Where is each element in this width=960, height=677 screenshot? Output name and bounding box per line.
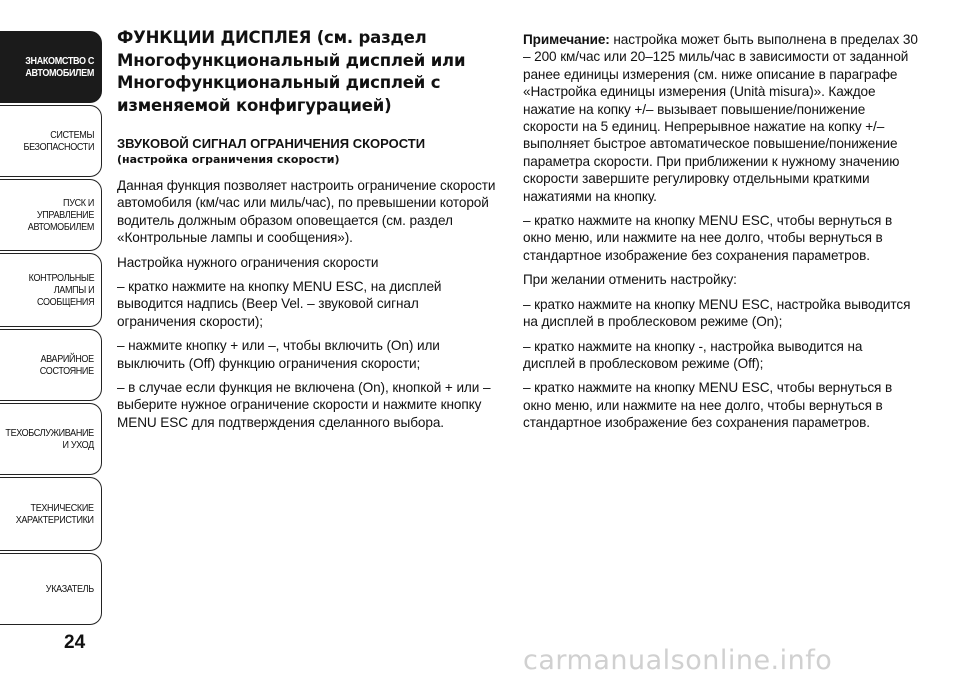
paragraph: – в случае если функция не включена (On), кнопкой + или – выберите нужное ограничение скорости и нажмите кнопку MENU ESC для подтверждения сделанного выбора. [117, 380, 491, 430]
tab-label: УКАЗАТЕЛЬ [46, 583, 94, 595]
tab-label: АВАРИЙНОЕ СОСТОЯНИЕ [40, 353, 94, 377]
tab-label: ПУСК И УПРАВЛЕНИЕ АВТОМОБИЛЕМ [27, 197, 95, 233]
tab-warning-lights[interactable] [0, 253, 102, 327]
right-body [523, 31, 918, 439]
paragraph: При желании отменить настройку: [523, 272, 737, 288]
note-paragraph [523, 31, 918, 205]
section-subheading: (настройка ограничения скорости) [117, 153, 340, 166]
watermark: carmanualsonline.info [523, 645, 833, 676]
tab-label: ЗНАКОМСТВО С АВТОМОБИЛЕМ [25, 55, 95, 79]
paragraph: – кратко нажмите на кнопку MENU ESC, на дисплей выводится надпись (Beep Vel. – звуковой сигнал ограничения скорости); [117, 279, 442, 329]
paragraph: – кратко нажмите на кнопку -, настройка выводится на дисплей в проблесковом режиме (Off); [523, 338, 863, 371]
note-label: Примечание: [523, 32, 610, 47]
paragraph: – нажмите кнопку + или –, чтобы включить (On) или выключить (Off) функцию ограничения скорости; [117, 338, 440, 371]
left-body [117, 177, 497, 438]
section-heading: ЗВУКОВОЙ СИГНАЛ ОГРАНИЧЕНИЯ СКОРОСТИ [117, 136, 426, 151]
tab-starting-driving[interactable] [0, 179, 102, 251]
tab-safety[interactable] [0, 105, 102, 177]
chapter-sidebar [0, 0, 104, 677]
paragraph: – кратко нажмите на кнопку MENU ESC, настройка выводится на дисплей в проблесковом режиме (On); [523, 296, 911, 330]
tab-label: СИСТЕМЫ БЕЗОПАСНОСТИ [23, 129, 94, 153]
paragraph: Данная функция позволяет настроить ограничение скорости автомобиля (км/час или миль/час), по превышении которой водитель должным образом оповещается (см. раздел «Контрольные лампы и сообщения»). [117, 178, 496, 246]
page-title: ФУНКЦИИ ДИСПЛЕЯ (см. раздел Многофункциональный дисплей или Многофункциональный дисплей с изменяемой конфигурацией) [117, 28, 466, 115]
tab-emergency[interactable] [0, 329, 102, 401]
tab-maintenance[interactable] [0, 403, 102, 475]
paragraph: – кратко нажмите на кнопку MENU ESC, чтобы вернуться в окно меню, или нажмите на нее долго, чтобы вернуться в стандартное изображение без сохранения параметров. [523, 380, 893, 431]
note-text: настройка может быть выполнена в пределах 30 – 200 км/час или 20–125 миль/час в зависимости от заданной ранее единицы измерения (см. ниже описание в параграфе «Настройка единицы измерения (Unità misura)». Каждое нажатие на копку +/– вызывает повышение/понижение скорости на 5 единиц. Непрерывное нажатие на копку +/– выполняет быстрое автоматическое повышение/понижение параметра скорости. При приближении к нужному значению скорости завершите регулировку отдельными краткими нажатиями на кнопку. [523, 32, 918, 204]
tab-intro[interactable] [0, 31, 102, 103]
paragraph: Настройка нужного ограничения скорости [117, 254, 379, 270]
tab-label: ТЕХОБСЛУЖИВАНИЕ И УХОД [5, 427, 94, 451]
page-number: 24 [64, 632, 86, 653]
tab-label: КОНТРОЛЬНЫЕ ЛАМПЫ И СООБЩЕНИЯ [28, 272, 94, 308]
paragraph: – кратко нажмите на кнопку MENU ESC, чтобы вернуться в окно меню, или нажмите на нее долго, чтобы вернуться в стандартное изображение без сохранения параметров. [523, 213, 893, 263]
tab-index[interactable] [0, 553, 102, 625]
tab-label: ТЕХНИЧЕСКИЕ ХАРАКТЕРИСТИКИ [16, 502, 94, 526]
tab-technical-specs[interactable] [0, 477, 102, 551]
